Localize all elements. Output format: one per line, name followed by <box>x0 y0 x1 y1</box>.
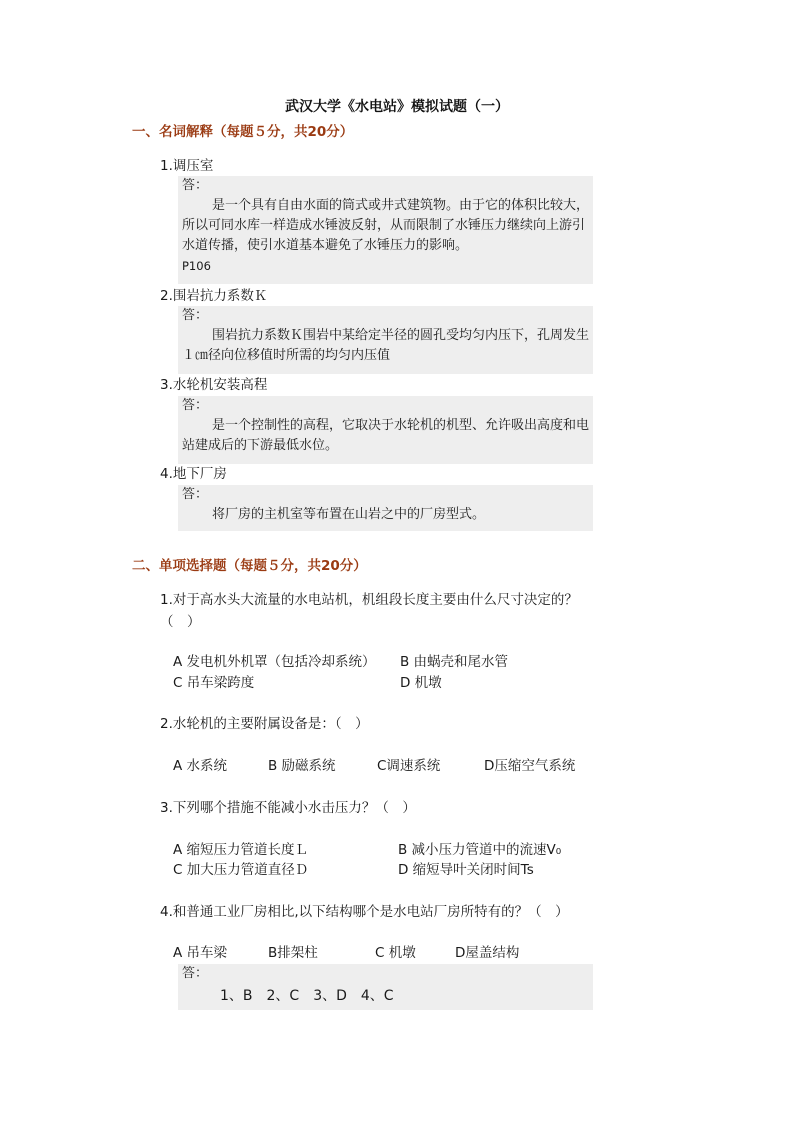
question-2-term: 2.围岩抗力系数Ｋ <box>160 288 268 304</box>
mc3-option-d: D 缩短导叶关闭时间Ts <box>398 862 534 878</box>
mc2-option-c: C调速系统 <box>377 758 441 774</box>
mc4-option-a: A 吊车梁 <box>173 945 228 961</box>
mc3-option-b: B 减小压力管道中的流速V₀ <box>398 842 562 858</box>
mc2-option-a: A 水系统 <box>173 758 228 774</box>
mc2-option-d: D压缩空气系统 <box>484 758 576 774</box>
answer-box-3 <box>178 396 593 464</box>
mc1-option-a: A 发电机外机罩（包括冷却系统） <box>173 654 376 670</box>
answer-label: 答： <box>182 398 209 413</box>
mc3-option-a: A 缩短压力管道长度Ｌ <box>173 842 309 858</box>
answer-box-4 <box>178 485 593 531</box>
question-1-term: 1.调压室 <box>160 158 214 174</box>
page-reference: P106 <box>182 259 211 273</box>
mc3-option-c: C 加大压力管道直径Ｄ <box>173 862 309 878</box>
answer-text: 将厂房的主机室等布置在山岩之中的厂房型式。 <box>212 507 486 522</box>
answer-key: 1、B 2、C 3、D 4、C <box>220 988 394 1004</box>
section-1-heading: 一、名词解释（每题５分，共20分） <box>132 124 354 140</box>
mc2-option-b: B 励磁系统 <box>268 758 336 774</box>
mc-question-2: 2.水轮机的主要附属设备是：（ ） <box>160 716 369 732</box>
mc1-option-b: B 由蜗壳和尾水管 <box>400 654 509 670</box>
mc4-option-b: B排架柱 <box>268 945 318 961</box>
section-2-heading: 二、单项选择题（每题５分，共20分） <box>132 558 367 574</box>
answer-box-2 <box>178 306 593 374</box>
answer-label: 答： <box>182 178 209 193</box>
answer-text: 是一个具有自由水面的筒式或井式建筑物。由于它的体积比较大，所以可同水库一样造成水锤波反射，从而限制了水锤压力继续向上游引水道传播，使引水道基本避免了水锤压力的影响。 <box>182 198 590 253</box>
mc4-option-d: D屋盖结构 <box>455 945 520 961</box>
answer-text: 是一个控制性的高程，它取决于水轮机的机型、允许吸出高度和电站建成后的下游最低水位。 <box>182 418 590 453</box>
mc-question-4: 4.和普通工业厂房相比,以下结构哪个是水电站厂房所特有的？（ ） <box>160 904 569 920</box>
question-4-term: 4.地下厂房 <box>160 466 227 482</box>
mc1-option-c: C 吊车梁跨度 <box>173 675 255 691</box>
mc4-option-c: C 机墩 <box>375 945 416 961</box>
answer-box-1 <box>178 176 593 284</box>
answer-label: 答： <box>182 308 209 323</box>
page-title: 武汉大学《水电站》模拟试题（一） <box>285 99 509 115</box>
answer-key-box <box>178 964 593 1010</box>
answer-label: 答： <box>182 487 209 502</box>
answer-label: 答： <box>182 966 209 981</box>
mc-question-3: 3.下列哪个措施不能减小水击压力？（ ） <box>160 800 416 816</box>
answer-text: 围岩抗力系数Ｋ围岩中某给定半径的圆孔受均匀内压下，孔周发生１㎝径向位移值时所需的均匀内压值 <box>182 328 590 363</box>
mc1-option-d: D 机墩 <box>400 675 442 691</box>
question-3-term: 3.水轮机安装高程 <box>160 377 268 393</box>
mc-question-1: 1.对于高水头大流量的水电站机，机组段长度主要由什么尺寸决定的？（ ） <box>160 592 578 630</box>
